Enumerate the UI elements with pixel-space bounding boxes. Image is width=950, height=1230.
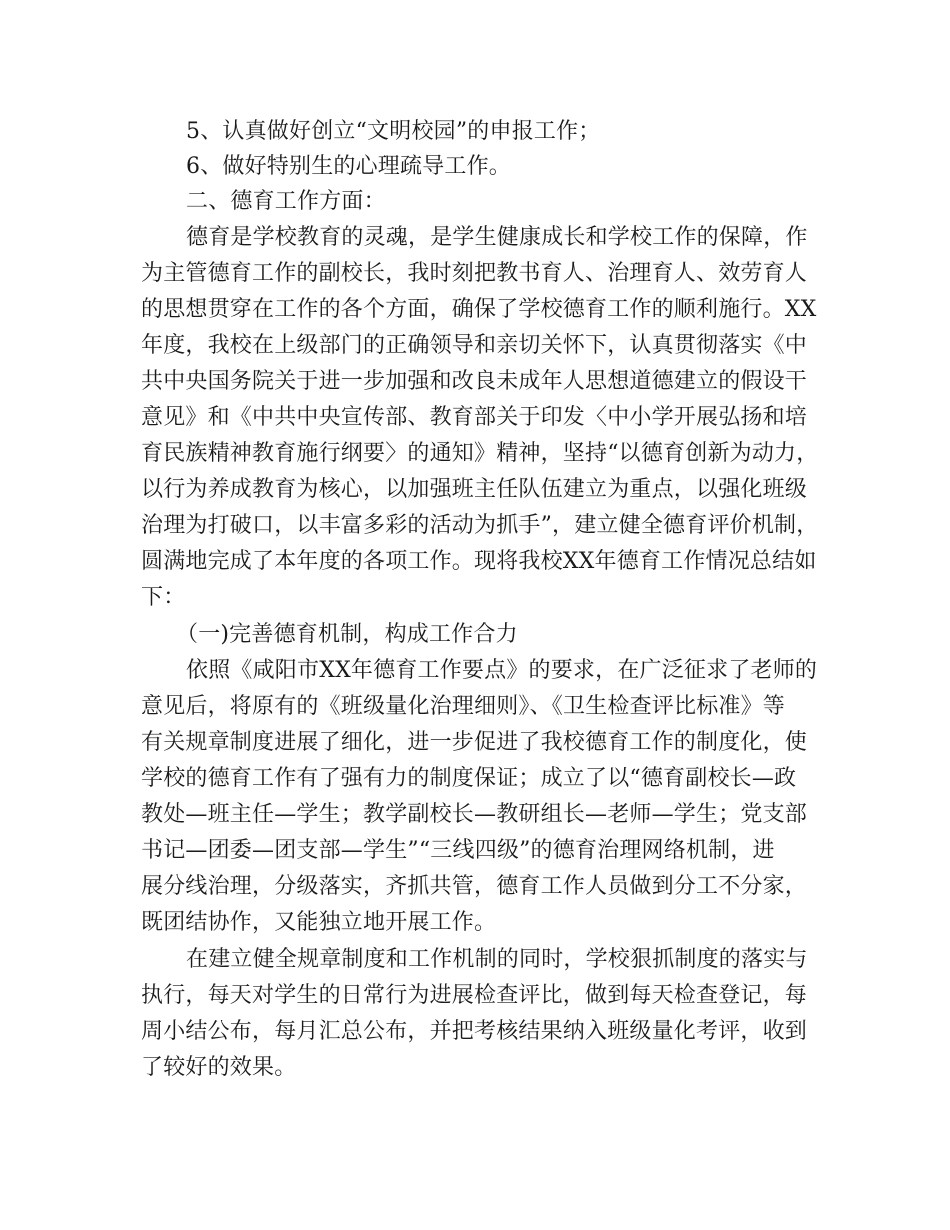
paragraph-line: 执行，每天对学生的日常行为进展检查评比，做到每天检查登记，每 [141,983,808,1008]
paragraph-line: 的思想贯穿在工作的各个方面，确保了学校德育工作的顺利施行。XX [141,297,817,322]
section-heading: 二、德育工作方面： [186,189,386,214]
paragraph-line: 治理为打破口，以丰富多彩的活动为抓手”，建立健全德育评价机制， [141,513,819,538]
paragraph-line: 在建立健全规章制度和工作机制的同时，学校狠抓制度的落实与 [186,947,808,972]
paragraph-line: 了较好的效果。 [141,1055,297,1080]
paragraph-line: 学校的德育工作有了强有力的制度保证；成立了以“德育副校长—政 [141,766,797,791]
paragraph-line: 德育是学校教育的灵魂，是学生健康成长和学校工作的保障，作 [186,225,808,250]
paragraph-line: 书记—团委—团支部—学生”“三线四级”的德育治理网络机制，进 [141,838,775,863]
paragraph-line: 展分线治理，分级落实，齐抓共管，德育工作人员做到分工不分家， [141,874,808,899]
paragraph-line: 以行为养成教育为核心，以加强班主任队伍建立为重点，以强化班级 [141,477,808,502]
paragraph-line: 既团结协作，又能独立地开展工作。 [141,910,497,935]
paragraph-line: 下： [141,585,186,610]
paragraph-line: 周小结公布，每月汇总公布，并把考核结果纳入班级量化考评，收到 [141,1019,808,1044]
paragraph-line: 教处—班主任—学生；教学副校长—教研组长—老师—学生；党支部 [141,802,808,827]
paragraph-line: 为主管德育工作的副校长，我时刻把教书育人、治理育人、效劳育人 [141,261,808,286]
paragraph-line: 依照《咸阳市XX年德育工作要点》的要求，在广泛征求了老师的 [186,658,818,683]
paragraph-line: 圆满地完成了本年度的各项工作。现将我校XX年德育工作情况总结如 [141,549,817,574]
subsection-heading: （一)完善德育机制，构成工作合力 [176,622,518,647]
list-item-5: 5、认真做好创立“文明校园”的申报工作； [186,119,601,144]
paragraph-line: 意见后，将原有的《班级量化治理细则》、《卫生检查评比标准》等 [141,694,786,719]
paragraph-line: 共中央国务院关于进一步加强和改良未成年人思想道德建立的假设干 [141,369,808,394]
paragraph-line: 年度，我校在上级部门的正确领导和亲切关怀下，认真贯彻落实《中 [141,333,808,358]
paragraph-line: 育民族精神教育施行纲要〉的通知》精神，坚持“以德育创新为动力， [141,441,819,466]
paragraph-line: 有关规章制度进展了细化，进一步促进了我校德育工作的制度化，使 [141,730,808,755]
paragraph-line: 意见》和《中共中央宣传部、教育部关于印发〈中小学开展弘扬和培 [141,405,808,430]
list-item-6: 6、做好特别生的心理疏导工作。 [186,154,511,179]
